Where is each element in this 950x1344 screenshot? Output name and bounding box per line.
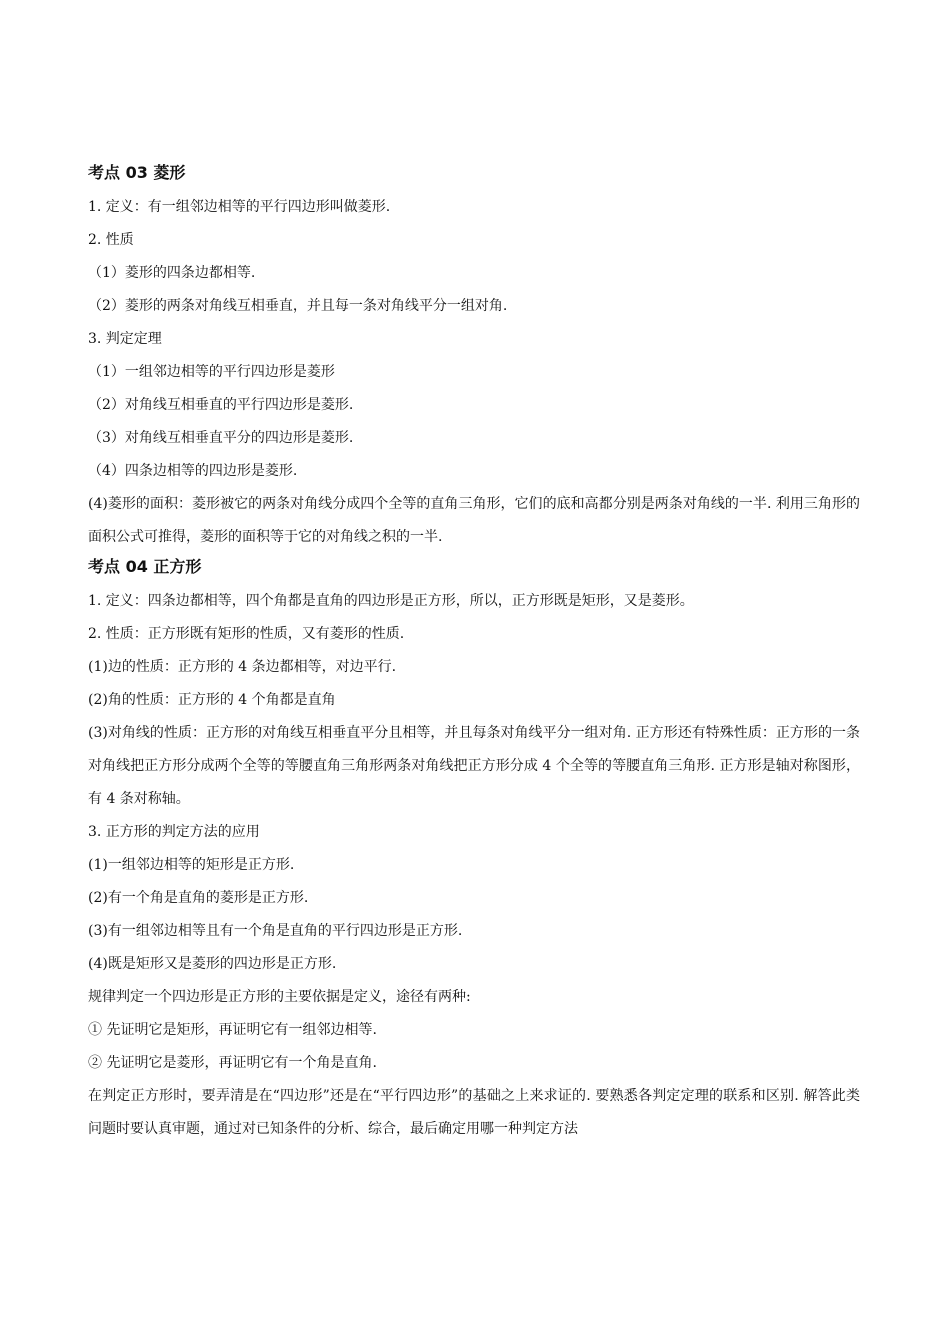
section-heading-rhombus: 考点 03 菱形: [88, 163, 186, 182]
square-method-4: (4)既是矩形又是菱形的四边形是正方形.: [88, 956, 337, 972]
square-side-property: (1)边的性质：正方形的 4 条边都相等，对边平行.: [88, 659, 397, 675]
rhombus-property-1: （1）菱形的四条边都相等.: [88, 265, 256, 281]
rhombus-theorem-2: （2）对角线互相垂直的平行四边形是菱形.: [88, 397, 354, 413]
rhombus-properties-title: 2. 性质: [88, 232, 134, 248]
square-rule: 规律判定一个四边形是正方形的主要依据是定义，途径有两种:: [88, 989, 471, 1005]
section-heading-square: 考点 04 正方形: [88, 557, 202, 576]
square-approach-1: ① 先证明它是矩形，再证明它有一组邻边相等.: [88, 1022, 377, 1038]
rhombus-theorem-4: （4）四条边相等的四边形是菱形.: [88, 463, 298, 479]
square-properties: 2. 性质：正方形既有矩形的性质，又有菱形的性质.: [88, 626, 405, 642]
square-definition: 1. 定义：四条边都相等，四个角都是直角的四边形是正方形，所以，正方形既是矩形，又是菱形。: [88, 593, 694, 609]
square-angle-property: (2)角的性质：正方形的 4 个角都是直角: [88, 692, 336, 708]
rhombus-theorems-title: 3. 判定定理: [88, 331, 162, 347]
rhombus-theorem-1: （1）一组邻边相等的平行四边形是菱形: [88, 364, 335, 380]
square-method-2: (2)有一个角是直角的菱形是正方形.: [88, 890, 309, 906]
rhombus-area-paragraph: (4)菱形的面积：菱形被它的两条对角线分成四个全等的直角三角形，它们的底和高都分别是两条对角线的一半. 利用三角形的面积公式可推得，菱形的面积等于它的对角线之积的一半.: [88, 496, 860, 545]
square-method-3: (3)有一组邻边相等且有一个角是直角的平行四边形是正方形.: [88, 923, 463, 939]
square-final-paragraph: 在判定正方形时，要弄清是在“四边形”还是在“平行四边形”的基础之上来求证的. 要熟悉各判定定理的联系和区别. 解答此类问题时要认真审题，通过对已知条件的分析、综合，最后确定用哪一种判定方法: [88, 1088, 860, 1137]
document-content: [88, 160, 860, 1146]
square-diagonal-paragraph: (3)对角线的性质：正方形的对角线互相垂直平分且相等，并且每条对角线平分一组对角. 正方形还有特殊性质：正方形的一条对角线把正方形分成两个全等的等腰直角三角形两条对角线把正方形分成 4 个全等的等腰直角三角形. 正方形是轴对称图形，有 4 条对称轴。: [88, 725, 860, 807]
square-method-1: (1)一组邻边相等的矩形是正方形.: [88, 857, 295, 873]
rhombus-theorem-3: （3）对角线互相垂直平分的四边形是菱形.: [88, 430, 354, 446]
rhombus-definition: 1. 定义：有一组邻边相等的平行四边形叫做菱形.: [88, 199, 391, 215]
square-methods-title: 3. 正方形的判定方法的应用: [88, 824, 260, 840]
square-approach-2: ② 先证明它是菱形，再证明它有一个角是直角.: [88, 1055, 377, 1071]
rhombus-property-2: （2）菱形的两条对角线互相垂直，并且每一条对角线平分一组对角.: [88, 298, 508, 314]
